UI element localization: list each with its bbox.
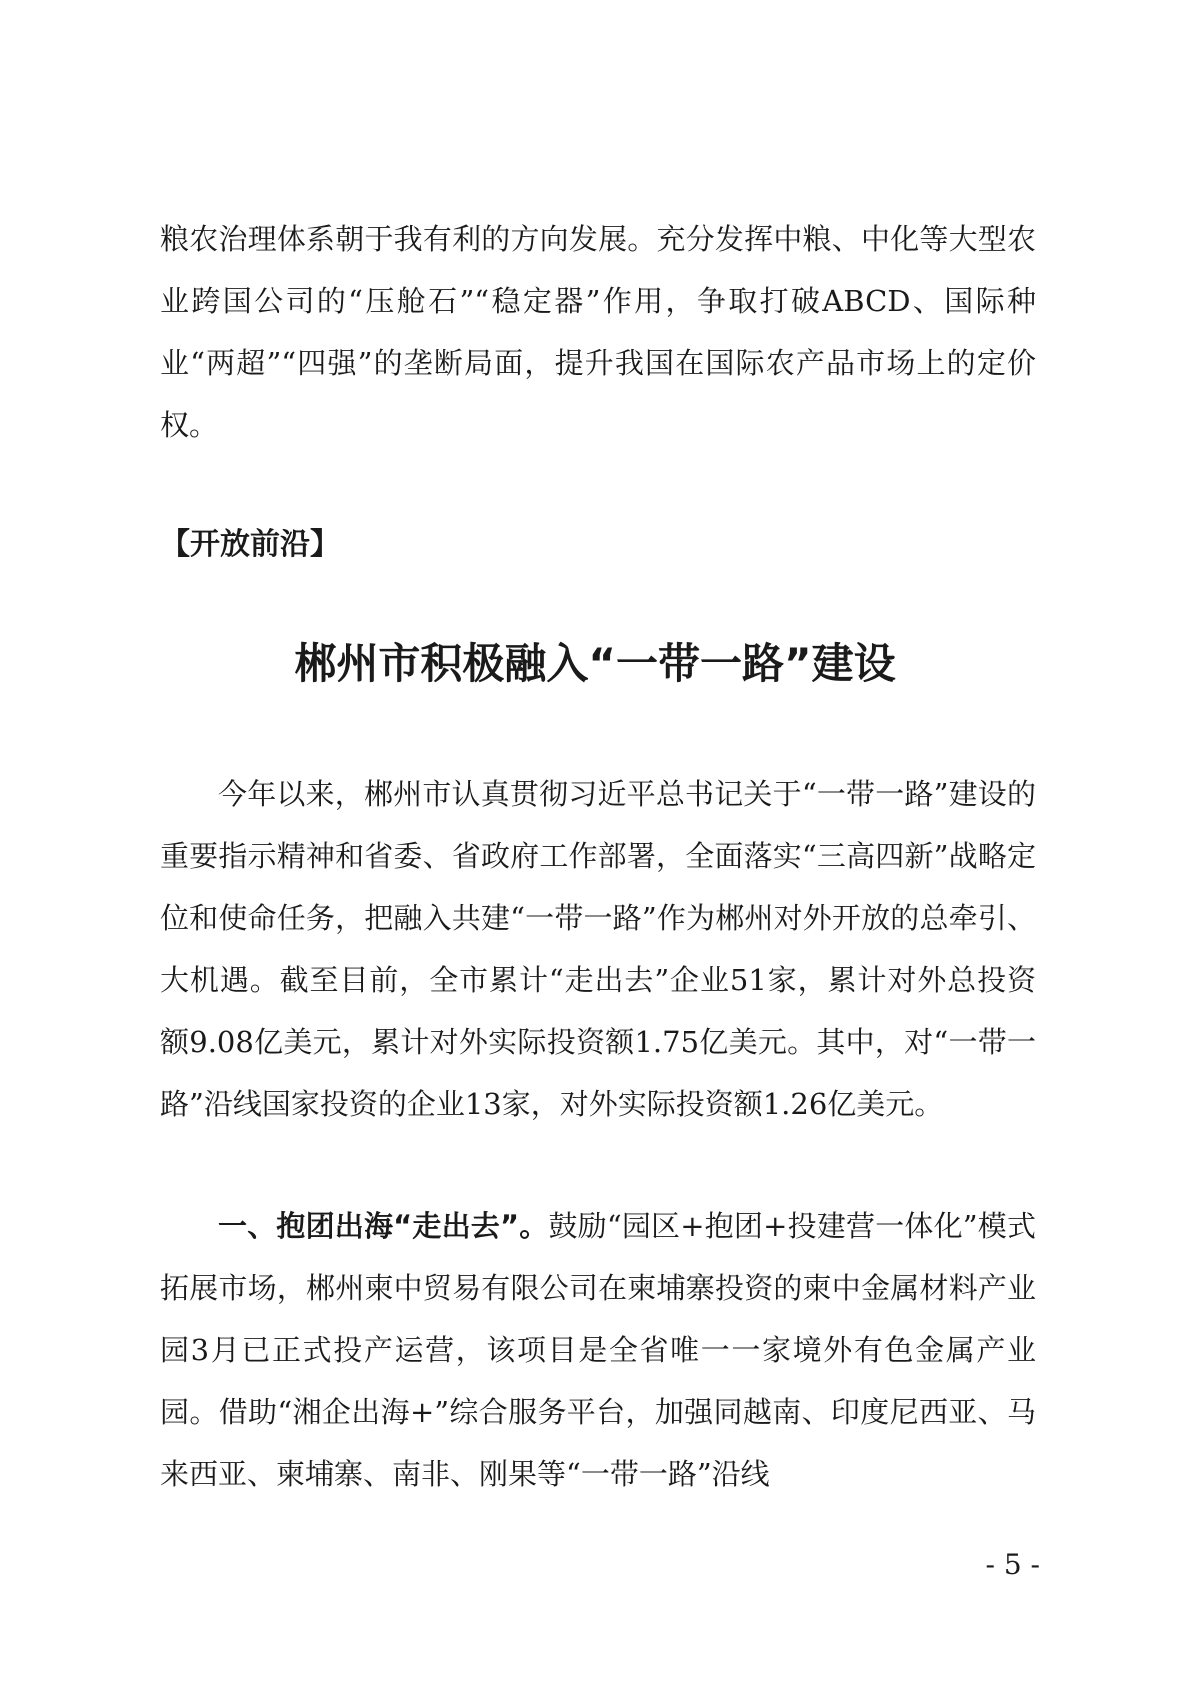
point-one-paragraph: [160, 1195, 1036, 1505]
continuation-paragraph: 粮农治理体系朝于我有利的方向发展。充分发挥中粮、中化等大型农业跨国公司的“压舱石”“稳定器”作用，争取打破ABCD、国际种业“两超”“四强”的垄断局面，提升我国在国际农产品市场上的定价权。: [160, 222, 1036, 442]
point-one-body: 鼓励“园区+抱团+投建营一体化”模式拓展市场，郴州柬中贸易有限公司在柬埔寨投资的柬中金属材料产业园3月已正式投产运营，该项目是全省唯一一家境外有色金属产业园。借助“湘企出海+”综合服务平台，加强同越南、印度尼西亚、马来西亚、柬埔寨、南非、刚果等“一带一路”沿线: [160, 1209, 1037, 1491]
page-number: - 5 -: [985, 1548, 1040, 1581]
intro-paragraph: 今年以来，郴州市认真贯彻习近平总书记关于“一带一路”建设的重要指示精神和省委、省政府工作部署，全面落实“三高四新”战略定位和使命任务，把融入共建“一带一路”作为郴州对外开放的总牵引、大机遇。截至目前，全市累计“走出去”企业51家，累计对外总投资额9.08亿美元，累计对外实际投资额1.75亿美元。其中，对“一带一路”沿线国家投资的企业13家，对外实际投资额1.26亿美元。: [160, 777, 1036, 1121]
section-tag: 【开放前沿】: [160, 527, 340, 562]
article-title: 郴州市积极融入“一带一路”建设: [294, 639, 896, 688]
point-one-lead: 一、抱团出海“走出去”。: [218, 1209, 549, 1243]
